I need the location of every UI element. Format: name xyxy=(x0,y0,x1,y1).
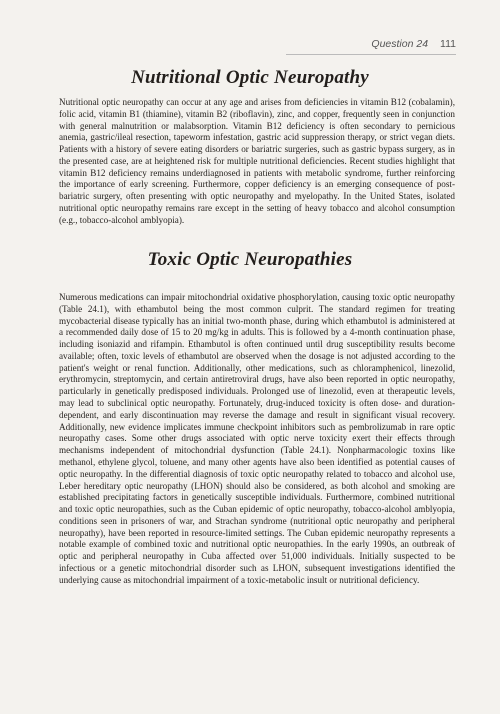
running-head-rule xyxy=(286,54,456,55)
section-heading-nutritional: Nutritional Optic Neuropathy xyxy=(131,67,369,88)
paragraph-nutritional: Nutritional optic neuropathy can occur at any age and arises from deficiencies in vitamin B12 (cobalamin), folic acid, vitamin B1 (thiamine), vitamin B2 (riboflavin), zinc, and copper, frequently seen in conjunction with general malnutrition or malabsorption. Vitamin B12 deficiency is often secondary to pernicious anemia, gastric/ileal resection, tapeworm infestation, gastric acid suppression therapy, or strict vegan diets. Patients with a history of severe eating disorders or bariatric surgeries, such as gastric bypass surgery, as in the presented case, are at heightened risk for multiple nutritional deficiencies. Recent studies highlight that vitamin B12 deficiency remains underdiagnosed in patients with metabolic syndrome, further reinforcing the importance of early screening. Furthermore, copper deficiency is an emerging consequence of post-bariatric surgery, often presenting with optic neuropathy and myelopathy. In the United States, isolated nutritional optic neuropathy remains rare except in the setting of heavy tobacco and alcohol consumption (e.g., tobacco-alcohol amblyopia). xyxy=(59,97,455,225)
section-heading-toxic: Toxic Optic Neuropathies xyxy=(147,249,353,270)
running-head-section: Question 24 xyxy=(371,38,429,50)
running-head xyxy=(371,38,456,50)
page-number: 111 xyxy=(440,38,456,50)
paragraph-toxic: Numerous medications can impair mitochondrial oxidative phosphorylation, causing toxic optic neuropathy (Table 24.1), with ethambutol being the most common culprit. The standard regimen for treating mycobacterial disease typically has an initial two-month phase, during which ethambutol is administered at a recommended daily dose of 15 to 20 mg/kg in adults. This is followed by a 4-month continuation phase, including isoniazid and rifampin. Ethambutol is often continued until drug susceptibility results become available; often, toxic levels of ethambutol are observed when the dosage is not adjusted according to the patient's weight or renal function. Additionally, other medications, such as chloramphenicol, linezolid, erythromycin, streptomycin, and certain antiretroviral drugs, have also been reported in optic neuropathy, particularly in genetically predisposed individuals. Prolonged use of linezolid, even at therapeutic levels, may lead to subclinical optic neuropathy. Fortunately, drug-induced toxicity is often dose- and duration-dependent, and early discontinuation may reverse the damage and result in significant visual recovery. Additionally, new evidence implicates immune checkpoint inhibitors such as pembrolizumab in rare optic neuropathy cases. Some other drugs associated with optic nerve toxicity exert their effects through mechanisms independent of mitochondrial dysfunction (Table 24.1). Nonpharmacologic toxins like methanol, ethylene glycol, toluene, and many other agents have also been identified as potential causes of optic neuropathy. In the differential diagnosis of toxic optic neuropathy related to tobacco and alcohol use, Leber hereditary optic neuropathy (LHON) should also be considered, as both alcohol and smoking are established precipitating factors in genetically susceptible individuals. Furthermore, combined nutritional and toxic optic neuropathies, such as the Cuban epidemic of optic neuropathy, tobacco-alcohol amblyopia, conditions seen in prisoners of war, and Strachan syndrome (nutritional optic neuropathy and peripheral neuropathy), have been reported in resource-limited settings. The Cuban epidemic neuropathy represents a notable example of combined toxic and nutritional optic neuropathies. In the early 1990s, an outbreak of optic and peripheral neuropathy in Cuba affected over 51,000 individuals. Initially suspected to be infectious or a genetic mitochondrial disorder such as LHON, subsequent investigations identified the underlying cause as mitochondrial impairment of a toxic-metabolic insult or nutritional deficiency. xyxy=(59,292,455,585)
